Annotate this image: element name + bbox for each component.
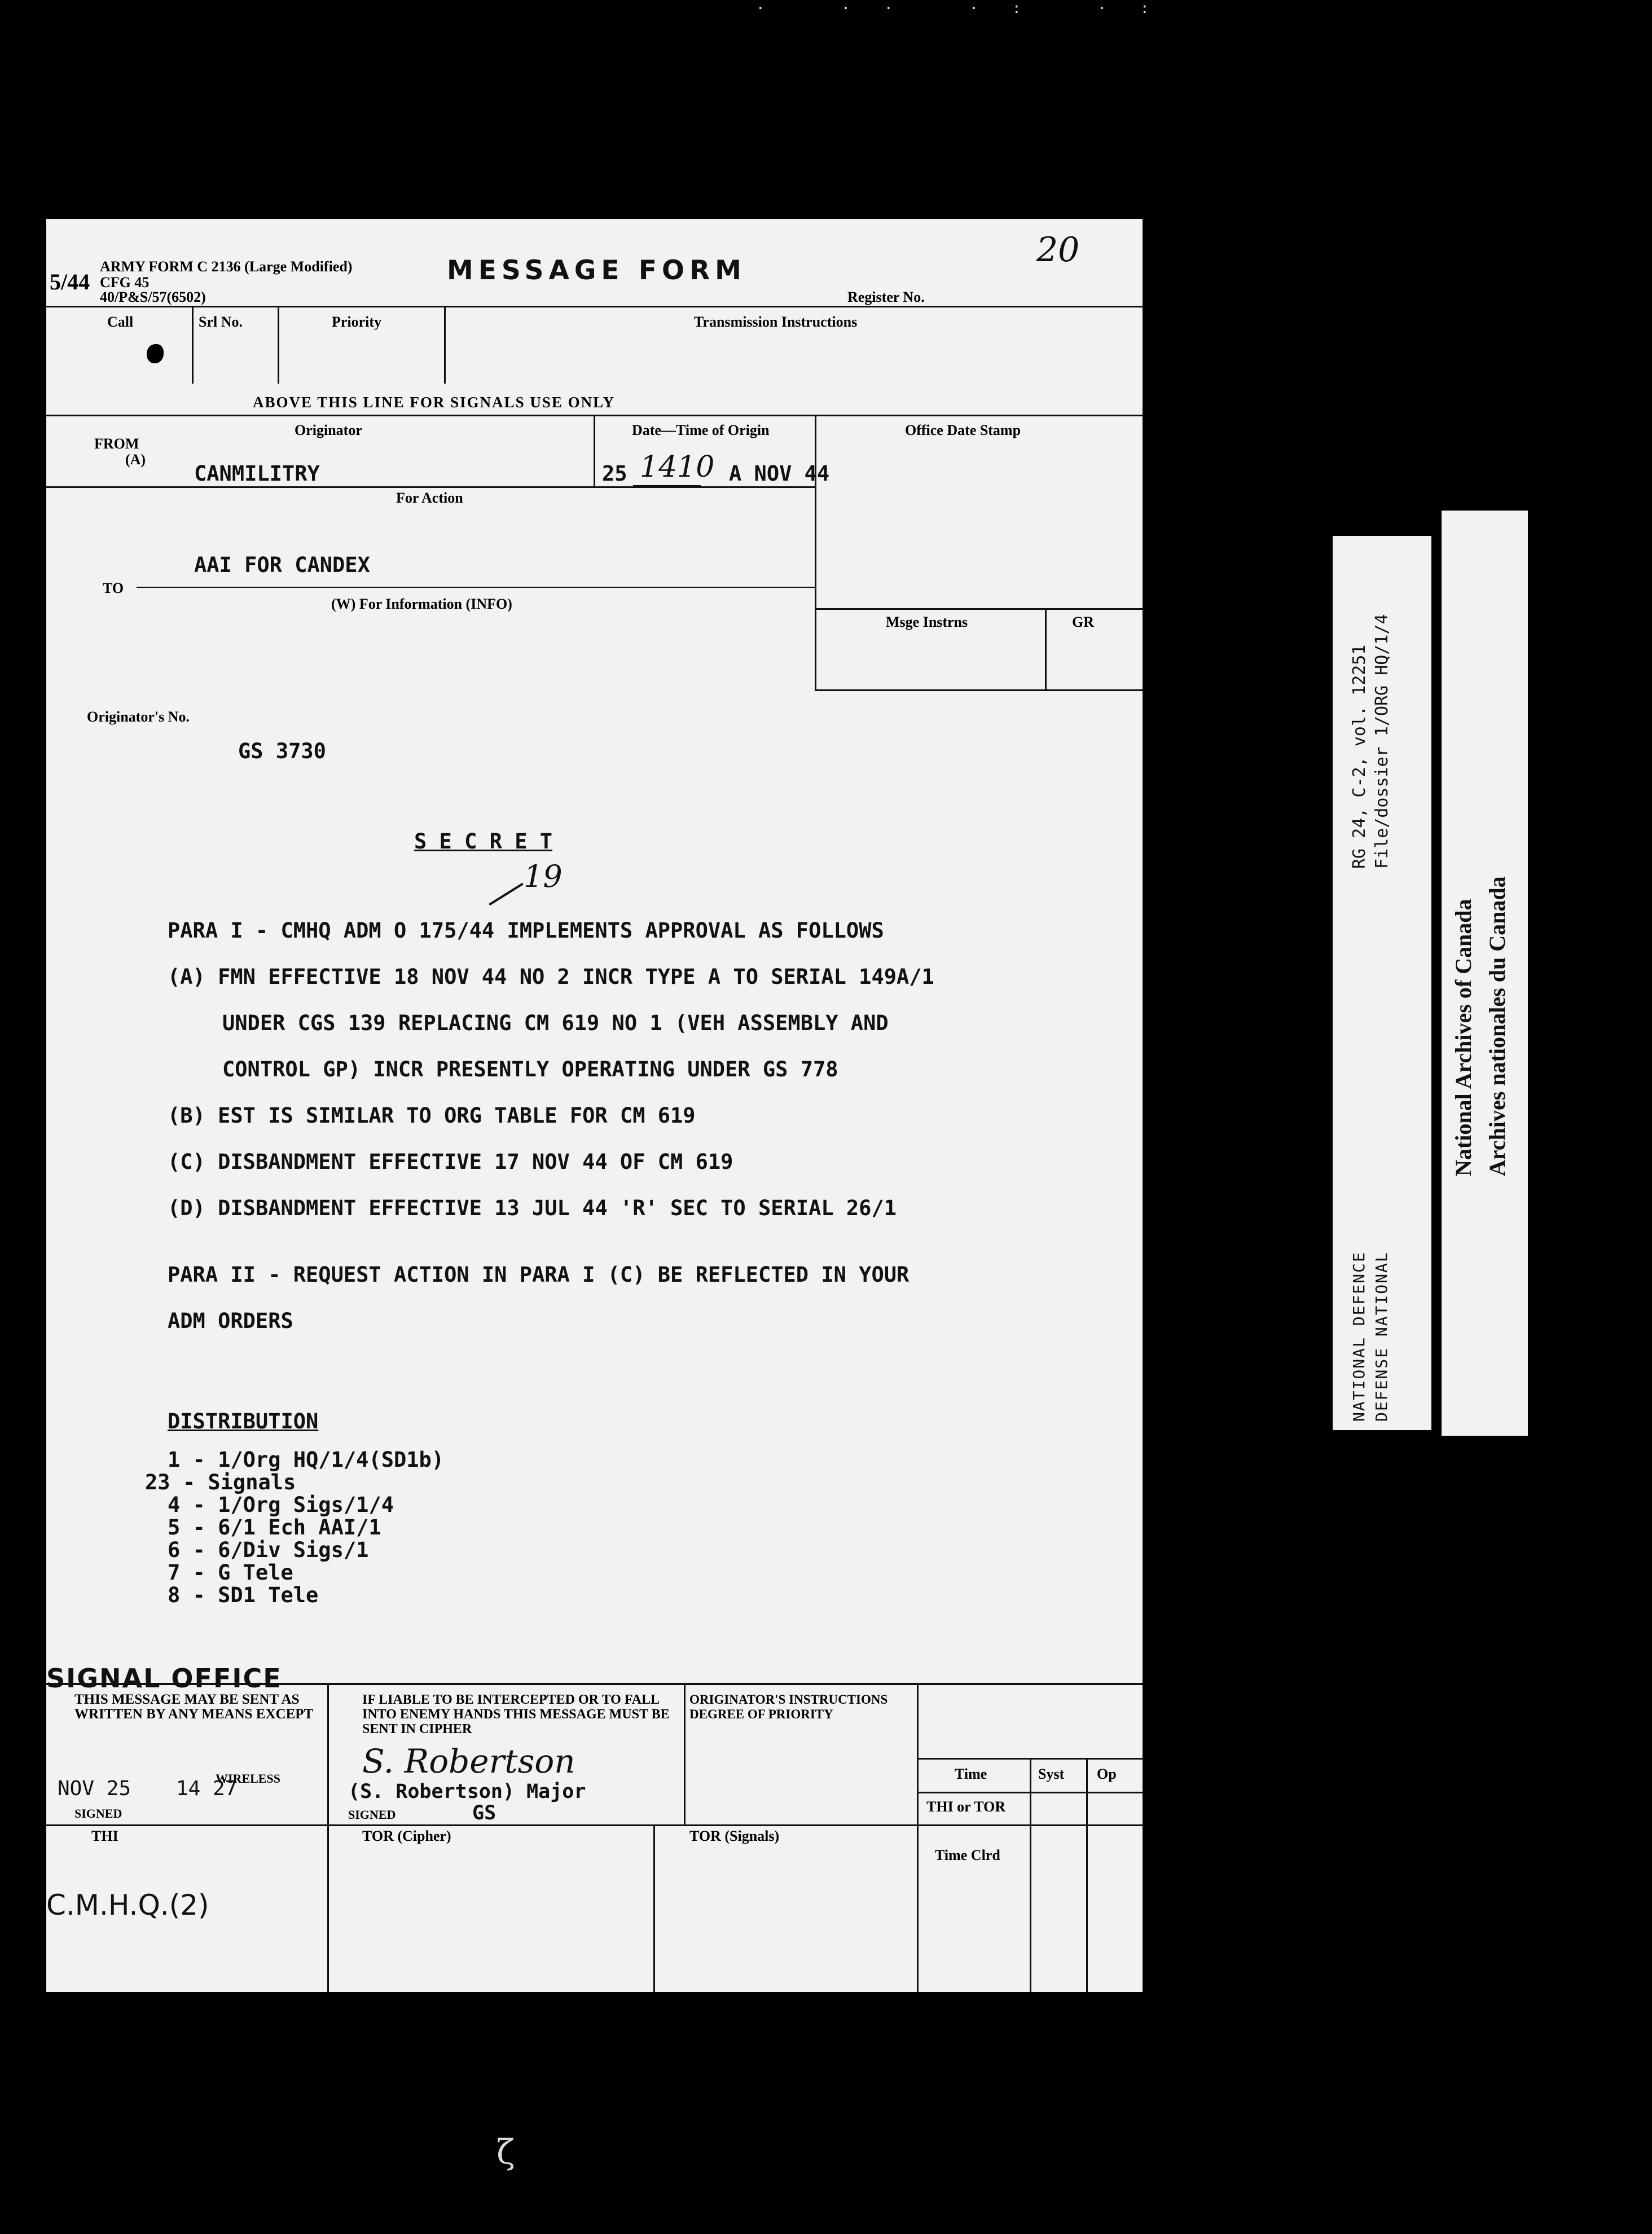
rule [594,415,595,488]
body-line: (D) DISBANDMENT EFFECTIVE 13 JUL 44 'R' SEC TO SERIAL 26/1 [168,1196,897,1220]
thi-label: THI [91,1828,118,1844]
to-value: AAI FOR CANDEX [194,553,370,577]
rule [815,608,1143,610]
rule [444,306,446,384]
rule [917,1683,919,1992]
originators-no-value: GS 3730 [238,739,326,763]
rule [815,689,1143,691]
distribution-item: 1 - 1/Org HQ/1/4(SD1b) [168,1448,445,1472]
originator-instructions-label: ORIGINATOR'S INSTRUCTIONS DEGREE OF PRIORITY [689,1692,888,1721]
scan-specks: · ·· ·: ·: [756,0,1183,17]
date-time-label: Date—Time of Origin [632,422,770,438]
intercept-note: IF LIABLE TO BE INTERCEPTED OR TO FALL INTO ENEMY HANDS THIS MESSAGE MUST BE SENT IN CIPHER [362,1692,670,1736]
form-title: MESSAGE FORM [447,255,746,286]
rule [1030,1758,1031,1992]
nac-french: Archives nationales du Canada [1484,876,1510,1176]
rule [1086,1758,1088,1992]
msg-instrns-label: Msge Instrns [886,614,968,630]
originator-label: Originator [295,422,362,438]
nac-english: National Archives of Canada [1451,899,1476,1176]
wireless-label: WIRELESS [216,1771,280,1786]
body-line: (C) DISBANDMENT EFFECTIVE 17 NOV 44 OF CM 619 [168,1150,733,1174]
body-line: UNDER CGS 139 REPLACING CM 619 NO 1 (VEH ASSEMBLY AND [222,1011,889,1035]
distribution-title: DISTRIBUTION [168,1409,319,1433]
body-line: (A) FMN EFFECTIVE 18 NOV 44 NO 2 INCR TYPE A TO SERIAL 149A/1 [168,965,934,989]
distribution-item: 4 - 1/Org Sigs/1/4 [168,1493,394,1517]
handwritten-stroke [489,883,523,905]
page-number-handwritten: 20 [1036,230,1080,270]
signed-mid-label: SIGNED [348,1808,396,1822]
rule [653,1826,655,1992]
handwritten-mark: 19 [524,859,563,894]
archive-reference-strip [1333,536,1431,1430]
signal-office-stamp: SIGNAL OFFICE [46,1663,282,1694]
distribution-item: 5 - 6/1 Ech AAI/1 [168,1515,381,1540]
for-action-label: For Action [396,490,463,506]
body-line: PARA I - CMHQ ADM O 175/44 IMPLEMENTS APPROVAL AS FOLLOWS [168,918,884,943]
time-label: Time [955,1766,987,1782]
srl-no-label: Srl No. [199,314,243,330]
originators-no-label: Originator's No. [87,709,190,725]
signer-name: (S. Robertson) Major [348,1780,586,1803]
distribution-item: 7 - G Tele [168,1560,293,1585]
date-prefix: 25 [602,461,627,486]
office-date-stamp-label: Office Date Stamp [905,422,1021,438]
rg-line2: File/dossier 1/ORG HQ/1/4 [1372,614,1392,869]
signed-left-label: SIGNED [74,1806,122,1820]
distribution-item: 6 - 6/Div Sigs/1 [168,1538,369,1562]
form-name: ARMY FORM C 2136 (Large Modified) [100,258,353,275]
time-clrd-label: Time Clrd [935,1847,1000,1863]
rule [684,1685,686,1824]
ink-blot [147,344,164,363]
op-label: Op [1097,1766,1117,1782]
info-label: (W) For Information (INFO) [331,596,512,612]
signals-use-only-line: ABOVE THIS LINE FOR SIGNALS USE ONLY [253,394,616,411]
cmhq-stamp: C.M.H.Q.(2) [46,1889,209,1921]
date-suffix: A NOV 44 [729,461,830,486]
date-handwritten: 1410 [640,450,715,484]
from-sub-label: (A) [125,451,146,468]
thi-or-tor-label: THI or TOR [926,1798,1006,1815]
to-dashed-line [137,587,815,588]
originator-value: CANMILITRY [194,461,320,486]
from-label: FROM [94,436,139,452]
stamp-date: NOV 25 [58,1777,131,1800]
may-be-sent-note: THIS MESSAGE MAY BE SENT AS WRITTEN BY ANY MEANS EXCEPT [74,1692,314,1722]
gr-label: GR [1072,614,1094,630]
distribution-item: 8 - SD1 Tele [168,1583,319,1607]
scan-artifact: ζ [497,2132,515,2172]
transmission-instructions-label: Transmission Instructions [694,314,858,330]
register-no-label: Register No. [847,289,925,305]
tor-signals-label: TOR (Signals) [689,1828,780,1844]
underline-stroke [633,485,701,487]
distribution-item: 23 - Signals [145,1470,296,1494]
tor-cipher-label: TOR (Cipher) [362,1828,451,1844]
rule [1045,608,1047,691]
body-line: ADM ORDERS [168,1309,293,1333]
form-ref2: 40/P&S/57(6502) [100,289,206,305]
signer-unit: GS [472,1802,497,1824]
message-form-page [46,219,1143,1992]
rule [46,1824,1143,1826]
body-line: (B) EST IS SIMILAR TO ORG TABLE FOR CM 619 [168,1103,696,1128]
rule [192,306,194,384]
rule [327,1685,329,1992]
to-label: TO [103,580,124,596]
dept-line2: DEFENSE NATIONAL [1372,1251,1391,1422]
rule [815,415,816,691]
body-line: CONTROL GP) INCR PRESENTLY OPERATING UNDER GS 778 [222,1057,838,1081]
rule [278,306,279,384]
priority-label: Priority [332,314,382,330]
form-code: 5/44 [50,269,90,294]
rg-line1: RG 24, C-2, vol. 12251 [1350,644,1369,869]
dept-line1: NATIONAL DEFENCE [1350,1251,1368,1422]
call-label: Call [107,314,134,330]
national-archives-label-strip [1442,511,1528,1436]
body-line: PARA II - REQUEST ACTION IN PARA I (C) BE REFLECTED IN YOUR [168,1263,910,1287]
syst-label: Syst [1038,1766,1065,1782]
form-ref1: CFG 45 [100,274,150,291]
signature: S. Robertson [362,1742,575,1780]
stamp-time: 14 27 [176,1777,238,1800]
rule [46,306,1143,307]
classification: S E C R E T [414,829,553,854]
